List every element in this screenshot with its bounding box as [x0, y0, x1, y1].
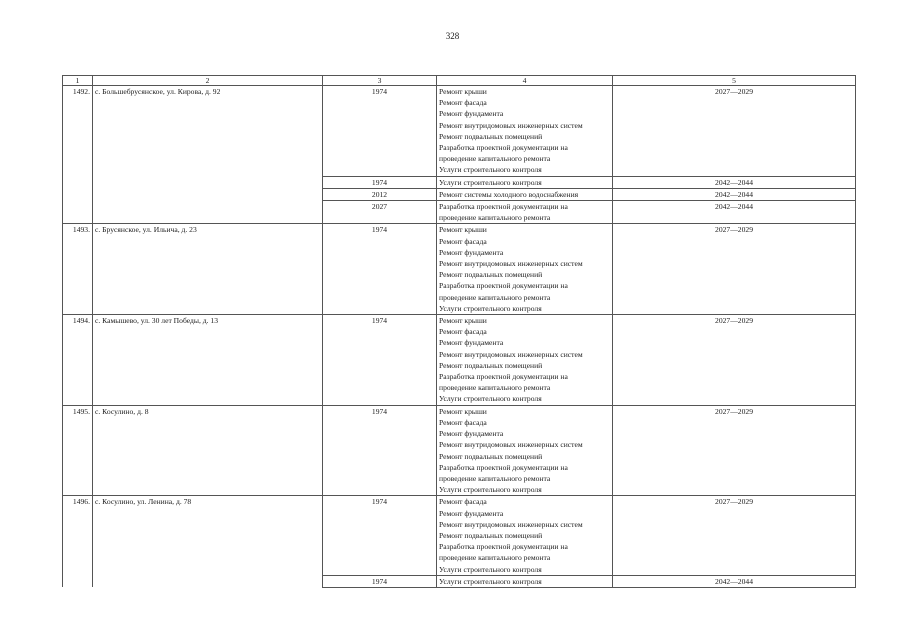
works-cell: [437, 575, 613, 587]
work-item: Ремонт подвальных помещений: [439, 270, 543, 280]
work-item: Ремонт фасада: [439, 236, 487, 246]
build-year: 2027: [323, 201, 437, 224]
table-row: [63, 496, 856, 575]
work-item: Ремонт фундамента: [439, 429, 504, 439]
works-cell: [437, 176, 613, 188]
work-item: Услуги строительного контроля: [439, 394, 542, 404]
work-item: Услуги строительного контроля: [439, 485, 542, 495]
repair-schedule-table: [62, 75, 856, 588]
work-item: Услуги строительного контроля: [439, 564, 542, 574]
table-row: [63, 86, 856, 177]
work-item: Разработка проектной документации на: [439, 462, 568, 472]
work-item: проведение капитального ремонта: [439, 473, 551, 483]
work-item: Ремонт внутридомовых инженерных систем: [439, 519, 583, 529]
repair-period: 2042—2044: [613, 176, 856, 188]
work-item: Ремонт крыши: [439, 225, 487, 235]
entry-address: с. Косулино, ул. Ленина, д. 78: [93, 496, 323, 588]
works-cell: [437, 315, 613, 406]
table-row: [63, 224, 856, 315]
build-year: 1974: [323, 176, 437, 188]
work-item: Ремонт фасада: [439, 417, 487, 427]
work-item: Ремонт фасада: [439, 327, 487, 337]
repair-period: 2027—2029: [613, 496, 856, 575]
repair-period: 2027—2029: [613, 315, 856, 406]
work-item: Разработка проектной документации на: [439, 372, 568, 382]
work-item: Ремонт внутридомовых инженерных систем: [439, 440, 583, 450]
repair-period: 2042—2044: [613, 188, 856, 200]
column-number: 2: [93, 76, 323, 86]
work-item: Ремонт подвальных помещений: [439, 131, 543, 141]
work-item: Ремонт подвальных помещений: [439, 530, 543, 540]
table-row: [63, 315, 856, 406]
work-item: Ремонт крыши: [439, 316, 487, 326]
work-item: Ремонт крыши: [439, 87, 487, 96]
column-number: 5: [613, 76, 856, 86]
work-item: Разработка проектной документации на: [439, 202, 568, 212]
entry-number: 1495.: [63, 405, 93, 496]
work-item: Ремонт фасада: [439, 497, 487, 507]
work-item: Ремонт фасада: [439, 98, 487, 108]
work-item: Услуги строительного контроля: [439, 165, 542, 175]
work-item: Ремонт внутридомовых инженерных систем: [439, 349, 583, 359]
build-year: 1974: [323, 315, 437, 406]
entry-address: с. Большебрусянское, ул. Кирова, д. 92: [93, 86, 323, 224]
entry-number: 1492.: [63, 86, 93, 224]
column-number: 4: [437, 76, 613, 86]
work-item: проведение капитального ремонта: [439, 213, 551, 223]
work-item: Ремонт внутридомовых инженерных систем: [439, 120, 583, 130]
build-year: 2012: [323, 188, 437, 200]
build-year: 1974: [323, 575, 437, 587]
repair-period: 2042—2044: [613, 201, 856, 224]
work-item: Ремонт подвальных помещений: [439, 360, 543, 370]
work-item: Ремонт системы холодного водоснабжения: [439, 189, 579, 199]
work-item: Ремонт крыши: [439, 406, 487, 416]
repair-period: 2027—2029: [613, 86, 856, 177]
work-item: Ремонт фундамента: [439, 508, 504, 518]
work-item: Услуги строительного контроля: [439, 576, 542, 586]
entry-address: с. Камышево, ул. 30 лет Победы, д. 13: [93, 315, 323, 406]
works-cell: [437, 405, 613, 496]
work-item: проведение капитального ремонта: [439, 154, 551, 164]
repair-period: 2027—2029: [613, 224, 856, 315]
work-item: проведение капитального ремонта: [439, 383, 551, 393]
works-cell: [437, 188, 613, 200]
page-number: 328: [445, 31, 460, 41]
works-cell: [437, 496, 613, 575]
work-item: Разработка проектной документации на: [439, 281, 568, 291]
column-number-row: [63, 76, 856, 86]
works-cell: [437, 201, 613, 224]
column-number: 3: [323, 76, 437, 86]
build-year: 1974: [323, 496, 437, 575]
entry-address: с. Брусянское, ул. Ильича, д. 23: [93, 224, 323, 315]
work-item: проведение капитального ремонта: [439, 553, 551, 563]
build-year: 1974: [323, 86, 437, 177]
work-item: проведение капитального ремонта: [439, 292, 551, 302]
work-item: Услуги строительного контроля: [439, 177, 542, 187]
repair-period: 2027—2029: [613, 405, 856, 496]
work-item: Ремонт фундамента: [439, 247, 504, 257]
work-item: Разработка проектной документации на: [439, 542, 568, 552]
work-item: Услуги строительного контроля: [439, 303, 542, 313]
entry-number: 1493.: [63, 224, 93, 315]
entry-number: 1496.: [63, 496, 93, 588]
work-item: Ремонт внутридомовых инженерных систем: [439, 259, 583, 269]
work-item: Ремонт фундамента: [439, 109, 504, 119]
build-year: 1974: [323, 224, 437, 315]
column-number: 1: [63, 76, 93, 86]
build-year: 1974: [323, 405, 437, 496]
entry-number: 1494.: [63, 315, 93, 406]
works-cell: [437, 224, 613, 315]
work-item: Ремонт подвальных помещений: [439, 451, 543, 461]
works-cell: [437, 86, 613, 177]
table-row: [63, 405, 856, 496]
work-item: Ремонт фундамента: [439, 338, 504, 348]
entry-address: с. Косулино, д. 8: [93, 405, 323, 496]
repair-period: 2042—2044: [613, 575, 856, 587]
work-item: Разработка проектной документации на: [439, 143, 568, 153]
